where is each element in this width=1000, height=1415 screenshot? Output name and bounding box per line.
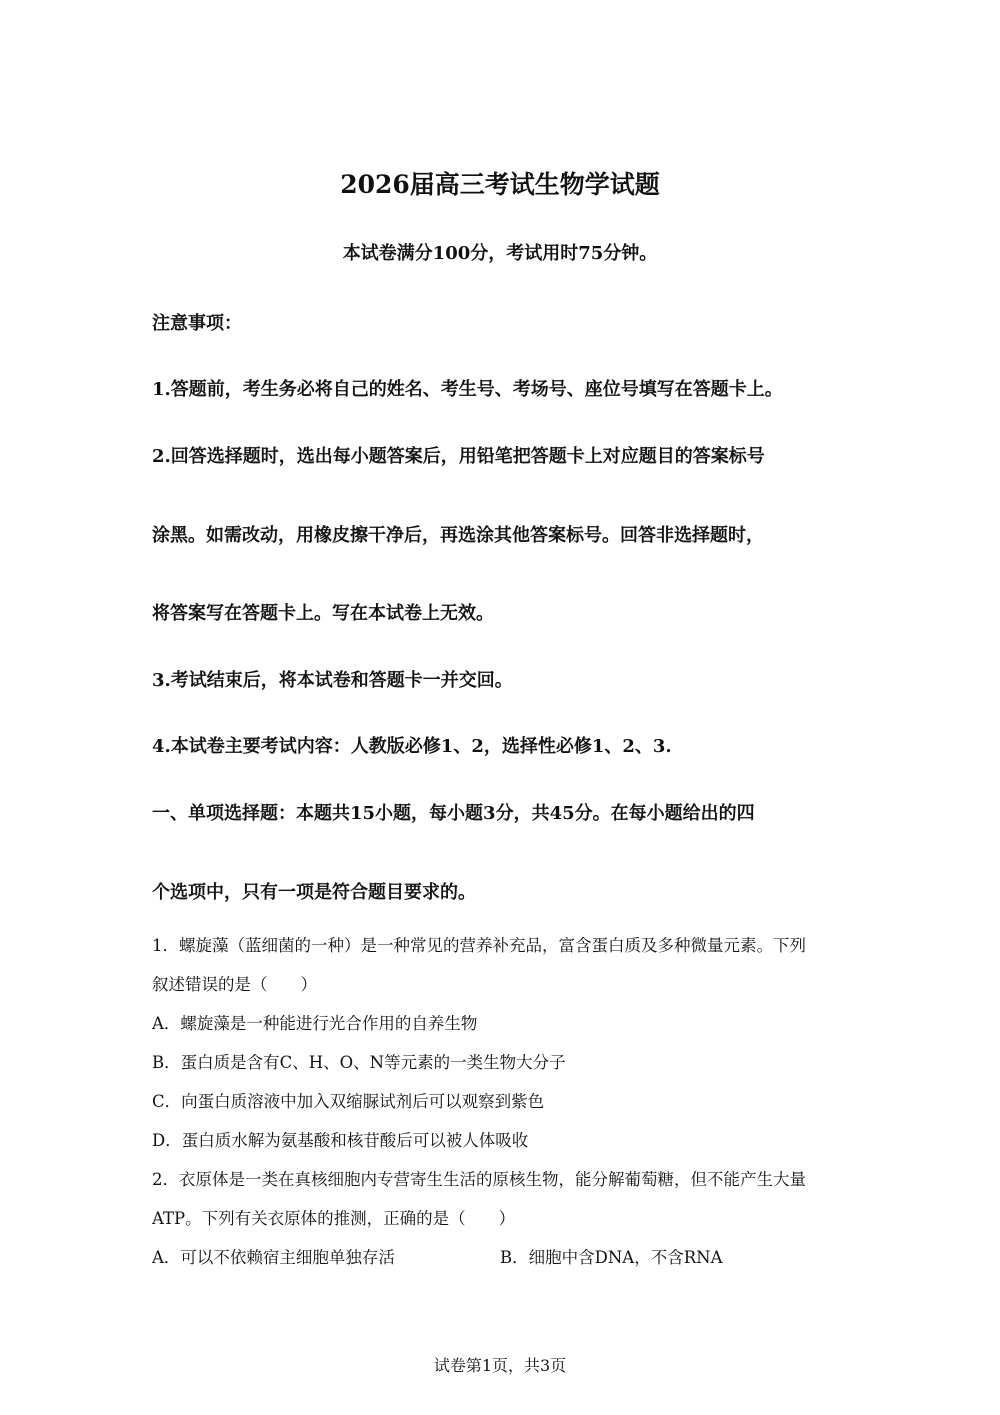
notice-item: 2.回答选择题时，选出每小题答案后，用铅笔把答题卡上对应题目的答案标号 xyxy=(152,446,765,467)
page-footer: 试卷第1页，共3页 xyxy=(433,1356,567,1375)
section-heading-continued: 个选项中，只有一项是符合题目要求的。 xyxy=(152,882,476,903)
question-1-option-c: C．向蛋白质溶液中加入双缩脲试剂后可以观察到紫色 xyxy=(152,1092,545,1111)
question-1-option-b: B．蛋白质是含有C、H、O、N等元素的一类生物大分子 xyxy=(152,1053,566,1072)
question-1-option-d: D．蛋白质水解为氨基酸和核苷酸后可以被人体吸收 xyxy=(152,1131,529,1150)
notice-item: 将答案写在答题卡上。写在本试卷上无效。 xyxy=(152,603,494,624)
question-2-option-b: B．细胞中含DNA，不含RNA xyxy=(500,1248,723,1267)
notice-item: 1.答题前，考生务必将自己的姓名、考生号、考场号、座位号填写在答题卡上。 xyxy=(152,379,783,400)
question-2-stem: 2．衣原体是一类在真核细胞内专营寄生生活的原核生物，能分解葡萄糖，但不能产生大量 xyxy=(152,1170,806,1189)
question-1-stem-continued: 叙述错误的是（ ） xyxy=(152,975,317,994)
notice-item: 3.考试结束后，将本试卷和答题卡一并交回。 xyxy=(152,670,513,691)
section-heading: 一、单项选择题：本题共15小题，每小题3分，共45分。在每小题给出的四 xyxy=(152,803,755,824)
question-1-stem: 1．螺旋藻（蓝细菌的一种）是一种常见的营养补充品，富含蛋白质及多种微量元素。下列 xyxy=(152,936,806,955)
notice-heading: 注意事项： xyxy=(152,313,242,334)
exam-title: 2026届高三考试生物学试题 xyxy=(340,170,660,199)
question-1-option-a: A．螺旋藻是一种能进行光合作用的自养生物 xyxy=(152,1014,478,1033)
question-2-option-a: A．可以不依赖宿主细胞单独存活 xyxy=(152,1248,395,1267)
notice-item: 涂黑。如需改动，用橡皮擦干净后，再选涂其他答案标号。回答非选择题时， xyxy=(152,525,764,546)
exam-subtitle: 本试卷满分100分，考试用时75分钟。 xyxy=(342,243,658,264)
notice-item: 4.本试卷主要考试内容：人教版必修1、2，选择性必修1、2、3. xyxy=(152,736,672,757)
question-2-stem-continued: ATP。下列有关衣原体的推测，正确的是（ ） xyxy=(152,1209,516,1228)
